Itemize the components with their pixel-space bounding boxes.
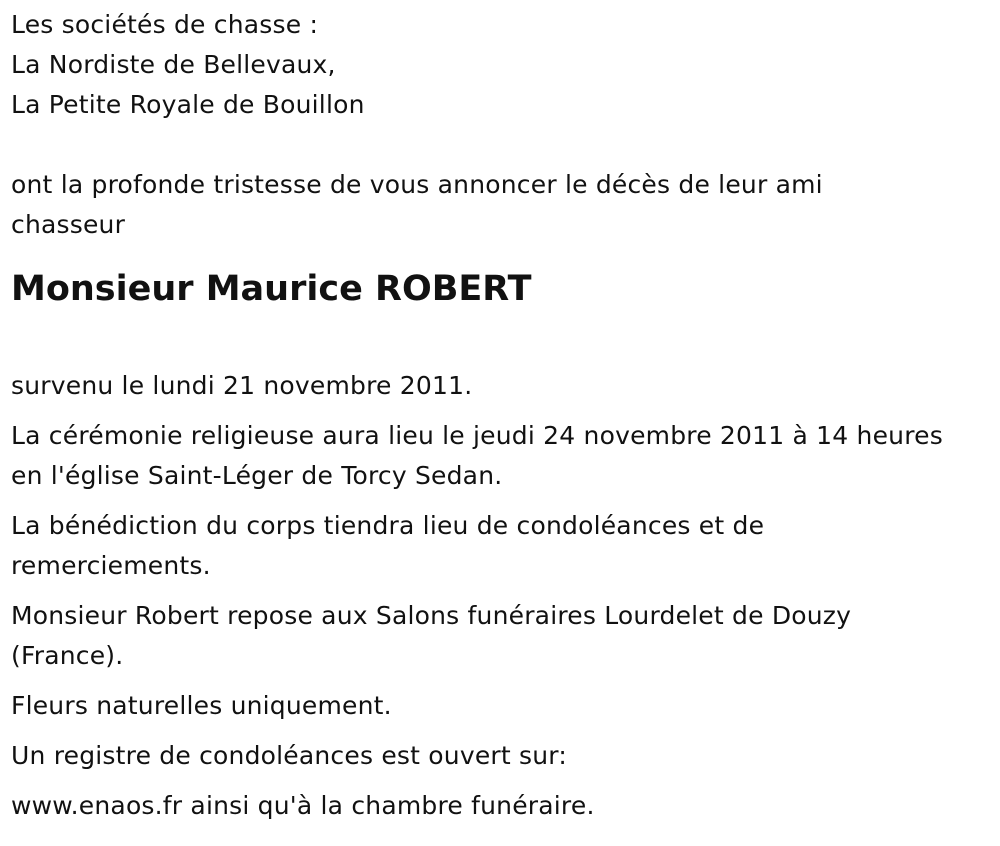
announcement-text: chasseur	[11, 210, 126, 239]
blessing-text: remerciements.	[11, 551, 211, 580]
registry-paragraph	[11, 736, 986, 776]
societies-heading: Les sociétés de chasse :	[11, 10, 319, 39]
blessing-paragraph	[11, 506, 986, 586]
society-name: La Nordiste de Bellevaux,	[11, 50, 336, 79]
repose-text: (France).	[11, 641, 124, 670]
flowers-paragraph	[11, 686, 986, 726]
death-date-paragraph	[11, 366, 986, 406]
repose-text: Monsieur Robert repose aux Salons funéraires Lourdelet de Douzy	[11, 601, 852, 630]
society-name: La Petite Royale de Bouillon	[11, 90, 365, 119]
ceremony-text: en l'église Saint-Léger de Torcy Sedan.	[11, 461, 503, 490]
website-paragraph	[11, 786, 986, 826]
website-text: www.enaos.fr ainsi qu'à la chambre funéraire.	[11, 791, 595, 820]
death-date-text: survenu le lundi 21 novembre 2011.	[11, 371, 473, 400]
blessing-text: La bénédiction du corps tiendra lieu de condoléances et de	[11, 511, 765, 540]
ceremony-paragraph	[11, 416, 986, 496]
obituary-document	[11, 0, 986, 836]
flowers-text: Fleurs naturelles uniquement.	[11, 691, 392, 720]
details-block	[11, 366, 986, 826]
announcement-text: ont la profonde tristesse de vous annoncer le décès de leur ami	[11, 170, 823, 199]
deceased-name: Monsieur Maurice ROBERT	[11, 269, 532, 309]
repose-paragraph	[11, 596, 986, 676]
announcement-block	[11, 165, 986, 245]
ceremony-text: La cérémonie religieuse aura lieu le jeudi 24 novembre 2011 à 14 heures	[11, 421, 943, 450]
hunting-societies-block	[11, 5, 986, 125]
registry-text: Un registre de condoléances est ouvert sur:	[11, 741, 567, 770]
